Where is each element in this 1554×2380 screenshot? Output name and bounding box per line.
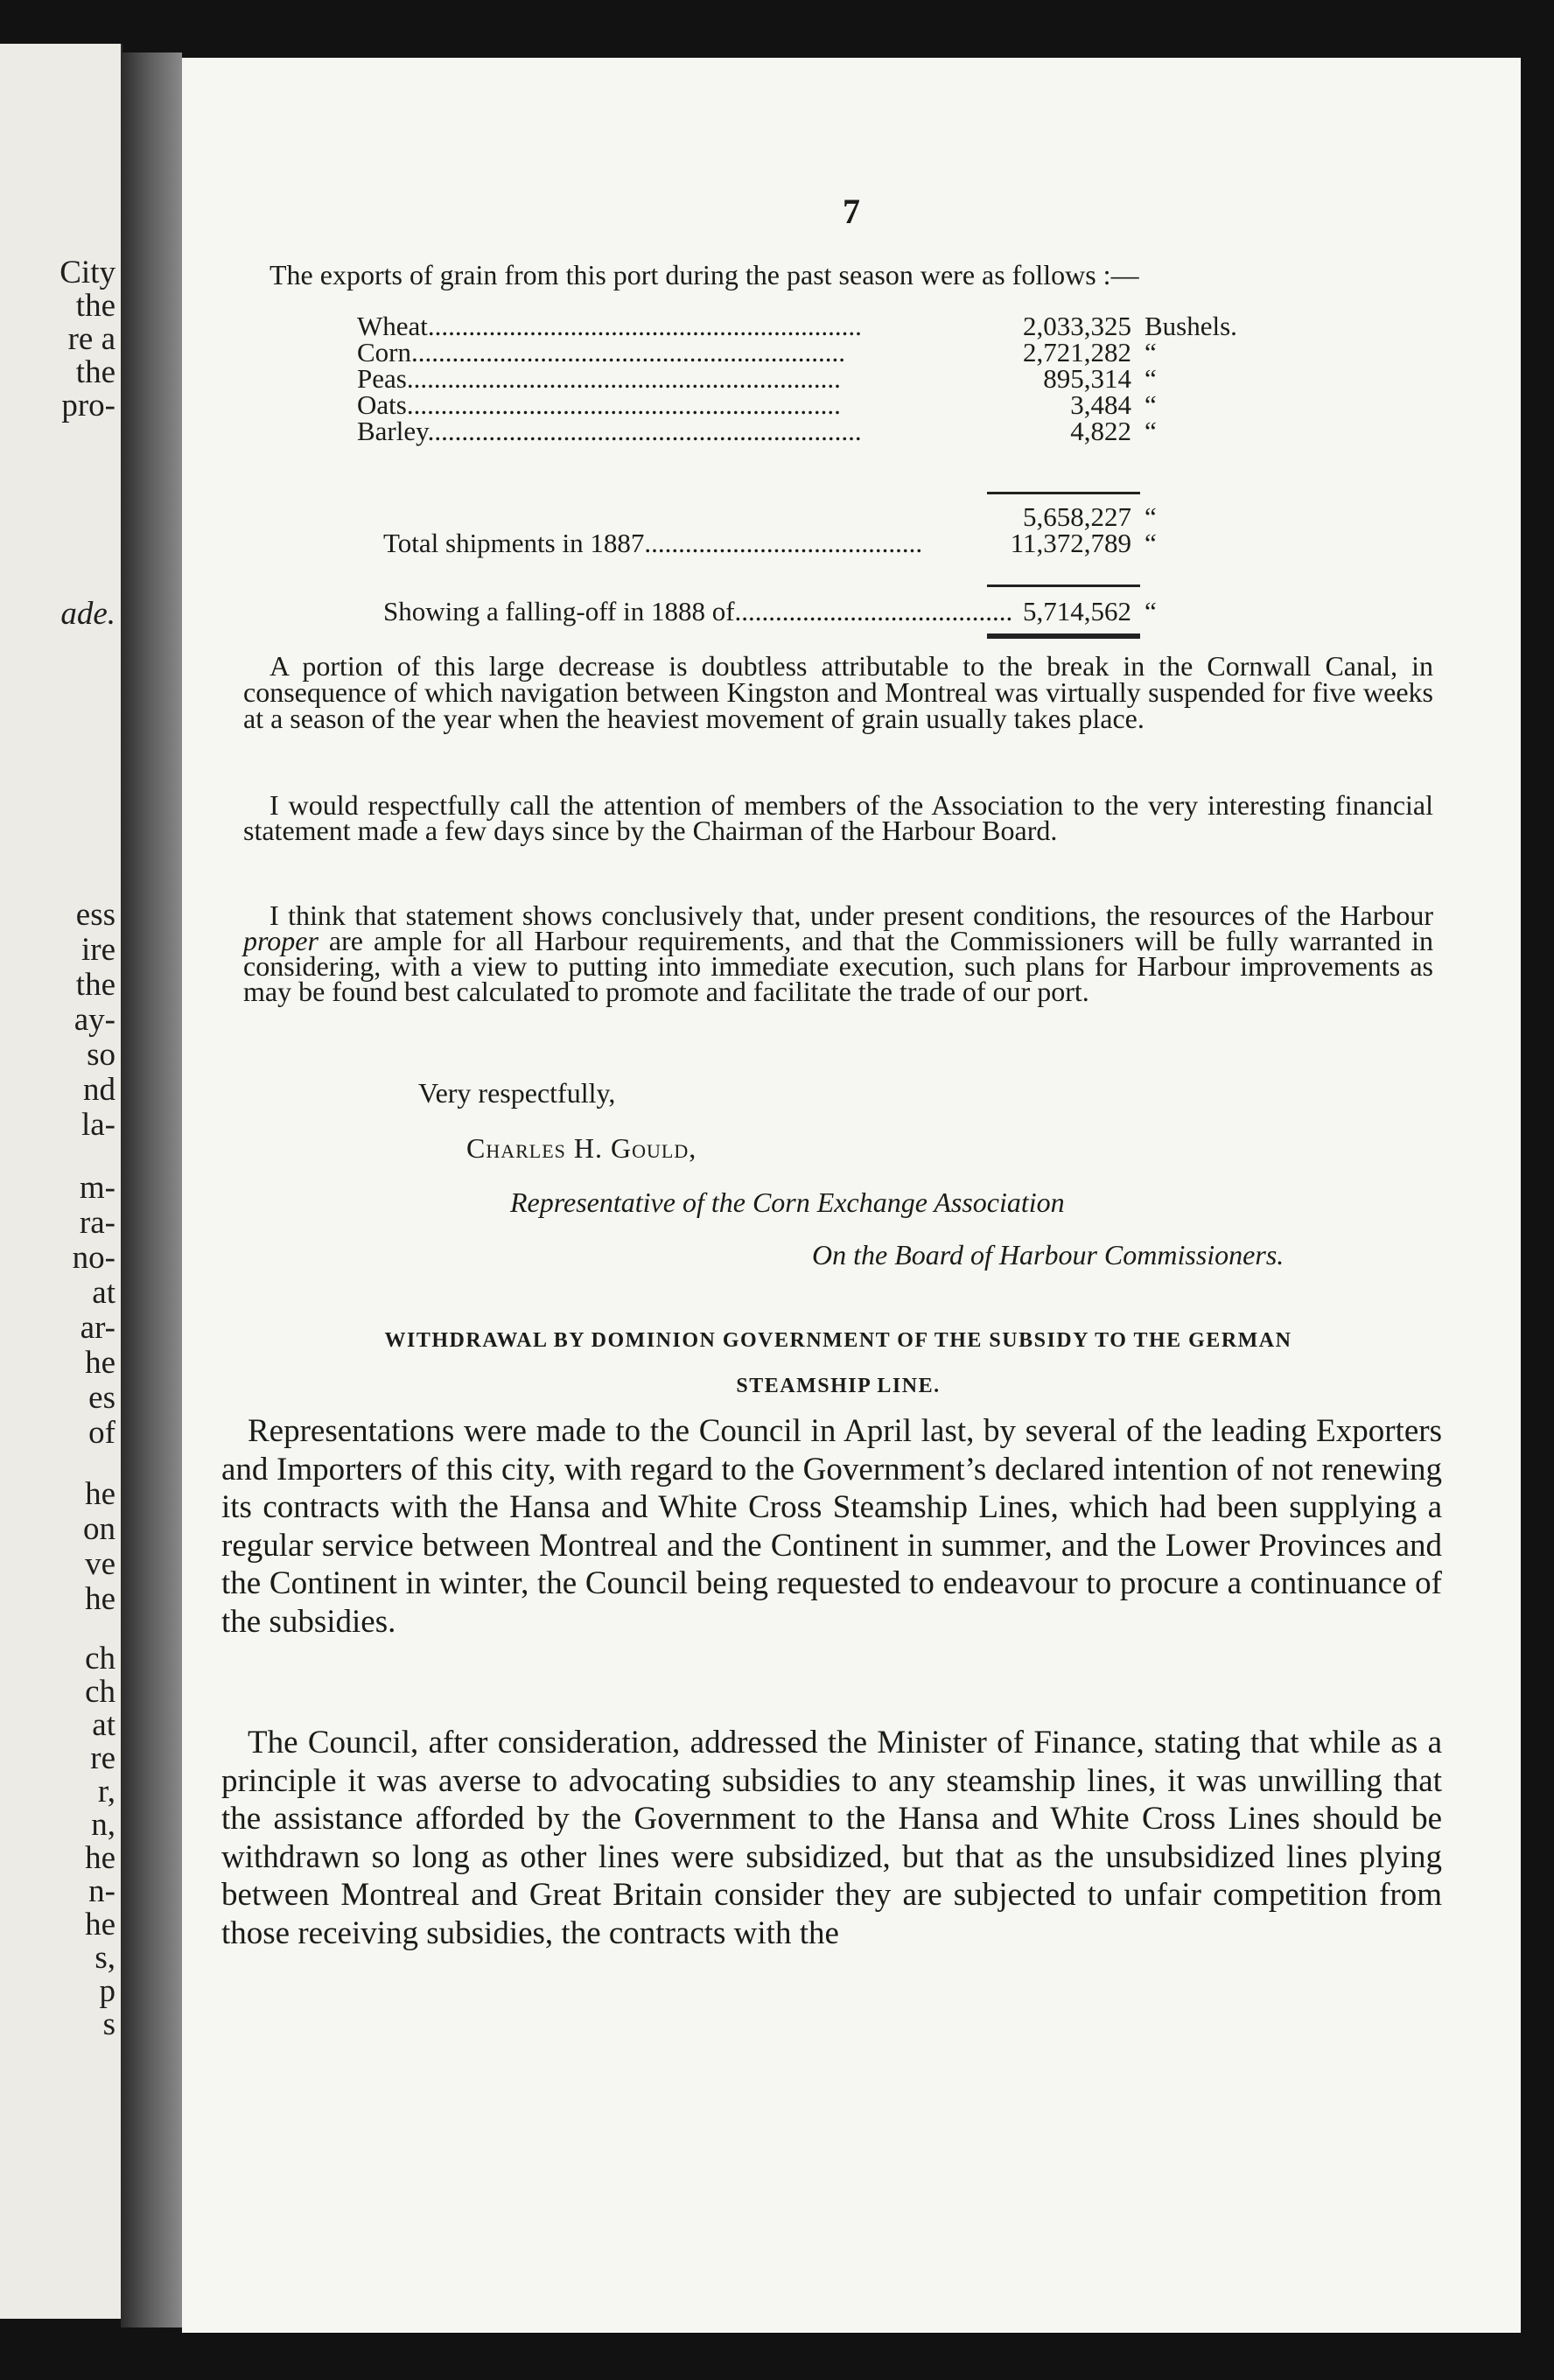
grain-value: 3,484 — [1070, 389, 1131, 420]
section-heading — [217, 1318, 1460, 1409]
margin-fragment: the — [75, 967, 116, 1003]
paragraph-cornwall-canal: A portion of this large decrease is doubtless attributable to the break in the Cornwall Canal, in consequence of which navigation between Kingston and Montreal was virtually suspended for five weeks at a season of the year when the heaviest movement of grain usually takes place. — [243, 650, 1433, 734]
margin-fragment: nd — [83, 1072, 116, 1108]
falling-off-label: Showing a falling-off in 1888 of......................................... — [383, 596, 1013, 626]
margin-fragment: ch — [85, 1641, 116, 1676]
margin-fragment: ra- — [79, 1205, 116, 1241]
facing-page-fragment — [0, 44, 122, 2319]
grain-label: Corn................................................................ — [357, 337, 845, 368]
grain-value: 4,822 — [1070, 416, 1131, 446]
grain-unit: “ — [1144, 389, 1157, 420]
margin-fragment: r, — [97, 1774, 116, 1810]
paragraph-representations: Representations were made to the Council in April last, by several of the leading Exporters and Importers of this city, with regard to the Government’s declared intention of not renewing its contracts with the Hansa and White Cross Steamship Lines, which had been supplying a regular service between Montreal and the Continent in summer, and the Lower Provinces and the Continent in winter, the Council being requested to endeavour to procure a continuance of the subsidies. — [221, 1413, 1442, 1640]
grain-label: Wheat................................................................ — [357, 311, 862, 341]
margin-fragment: at — [92, 1707, 116, 1743]
difference-rule — [987, 584, 1140, 587]
margin-fragment: ade. — [60, 596, 116, 632]
subtotal-value: 5,658,227 — [1023, 501, 1131, 532]
grain-unit: “ — [1144, 337, 1157, 368]
signature-name: Charles H. Gould, — [466, 1132, 697, 1164]
margin-fragment: he — [85, 1476, 116, 1512]
section-heading-line-1: WITHDRAWAL BY DOMINION GOVERNMENT OF THE SUBSIDY TO THE GERMAN — [384, 1329, 1292, 1352]
grain-exports-intro: The exports of grain from this port during the past season were as follows :— — [270, 259, 1139, 290]
margin-fragment: he — [85, 1345, 116, 1381]
grain-label: Oats................................................................ — [357, 389, 841, 420]
margin-fragment: ess — [75, 897, 116, 933]
margin-fragment: es — [88, 1380, 116, 1416]
margin-fragment: ve — [85, 1546, 116, 1582]
signature-title-line-2: On the Board of Harbour Commissioners. — [812, 1239, 1284, 1270]
grain-label: Barley................................................................ — [357, 416, 862, 446]
grain-unit: Bushels. — [1144, 311, 1237, 341]
total-1887-unit: “ — [1144, 528, 1157, 558]
emphasis-proper: proper — [243, 925, 318, 956]
margin-fragment: he — [85, 1907, 116, 1942]
falling-off-value: 5,714,562 — [1023, 596, 1131, 626]
total-1887-value: 11,372,789 — [1010, 528, 1131, 558]
closing-salutation: Very respectfully, — [418, 1077, 616, 1109]
grain-label: Peas................................................................ — [357, 363, 841, 394]
falling-off-unit: “ — [1144, 596, 1157, 626]
grain-unit: “ — [1144, 363, 1157, 394]
paragraph-financial-statement: I would respectfully call the attention of members of the Association to the very interesting financial statement made a few days since by the Chairman of the Harbour Board. — [243, 789, 1433, 846]
margin-fragment: la- — [80, 1107, 116, 1143]
total-double-rule — [987, 634, 1140, 639]
margin-fragment: ar- — [80, 1310, 116, 1346]
margin-fragment: m- — [79, 1170, 116, 1206]
margin-fragment: s, — [94, 1940, 116, 1976]
page-number: 7 — [843, 192, 860, 231]
margin-fragment: at — [92, 1275, 116, 1311]
grain-value: 2,721,282 — [1023, 337, 1131, 368]
margin-fragment: the — [75, 288, 116, 324]
margin-fragment: n- — [88, 1873, 116, 1909]
grain-unit: “ — [1144, 416, 1157, 446]
margin-fragment: re — [90, 1740, 116, 1776]
margin-fragment: so — [87, 1037, 116, 1073]
margin-fragment: he — [85, 1581, 116, 1617]
sum-rule — [987, 492, 1140, 494]
margin-fragment: the — [75, 354, 116, 390]
margin-fragment: ire — [80, 932, 116, 968]
paragraph-harbour-resources: I think that statement shows conclusively that, under present conditions, the resources of the Harbour proper are ample for all Harbour requirements, and that the Commissioners will be fully warranted in considering, with a view to putting into immediate execution, such plans for Harbour improvements as may be found best calculated to promote and facilitate the trade of our port. — [243, 900, 1433, 1007]
margin-fragment: on — [83, 1511, 116, 1547]
margin-fragment: n, — [91, 1807, 116, 1843]
margin-fragment: City — [60, 255, 116, 290]
margin-fragment: re a — [67, 321, 116, 357]
grain-value: 2,033,325 — [1023, 311, 1131, 341]
book-gutter — [121, 52, 182, 2328]
margin-fragment: of — [88, 1415, 116, 1451]
margin-fragment: he — [85, 1840, 116, 1876]
subtotal-unit: “ — [1144, 501, 1157, 532]
signature-title-line-1: Representative of the Corn Exchange Association — [510, 1186, 1065, 1218]
margin-fragment: ay- — [74, 1002, 116, 1038]
paragraph-council-response: The Council, after consideration, addressed the Minister of Finance, stating that while as a principle it was averse to advocating subsidies to any steamship lines, it was unwilling that the assistance afforded by the Government to the Hansa and White Cross Lines should be withdrawn so long as other lines were subsidized, but that as the unsubsidized lines plying between Montreal and Great Britain consider they are subjected to unfair competition from those receiving subsidies, the contracts with the — [221, 1725, 1442, 1951]
margin-fragment: p — [99, 1973, 116, 2009]
total-1887-label: Total shipments in 1887......................................... — [383, 528, 923, 558]
margin-fragment: no- — [72, 1240, 116, 1276]
margin-fragment: s — [102, 2006, 116, 2042]
section-heading-line-2: STEAMSHIP LINE. — [736, 1375, 941, 1397]
margin-fragment: pro- — [61, 388, 116, 424]
grain-value: 895,314 — [1043, 363, 1131, 394]
document-page — [182, 58, 1521, 2333]
margin-fragment: ch — [85, 1674, 116, 1710]
